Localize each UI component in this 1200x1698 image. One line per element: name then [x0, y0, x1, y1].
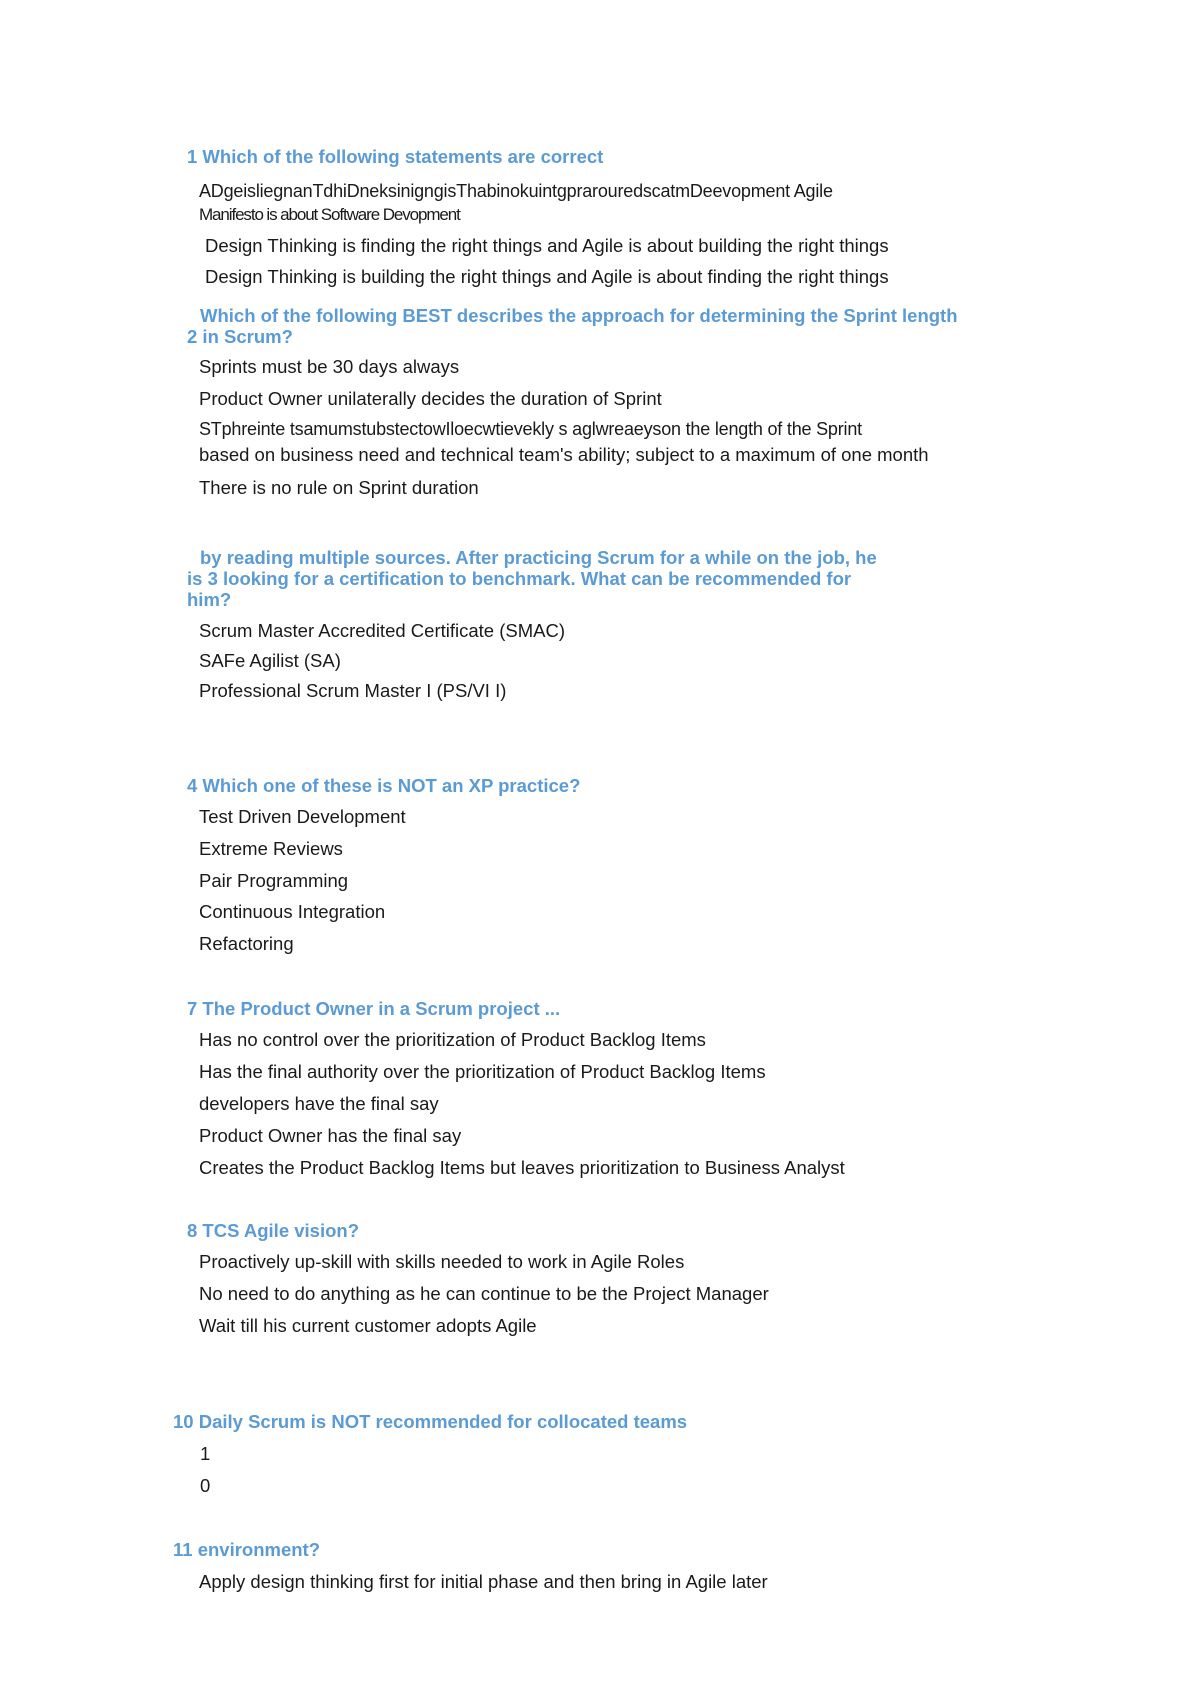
- option-text: Wait till his current customer adopts Agile: [199, 1315, 537, 1336]
- option-text: Manifesto is about Software Devopment: [199, 205, 460, 224]
- question-title: by reading multiple sources. After practicing Scrum for a while on the job, he: [200, 547, 877, 568]
- question-title: Which of the following BEST describes the approach for determining the Sprint length: [200, 305, 958, 326]
- question-title: 11 environment?: [173, 1539, 321, 1560]
- option-text: Scrum Master Accredited Certificate (SMAC): [199, 620, 565, 641]
- option-text: 1: [200, 1443, 211, 1464]
- option-text: ADgeisliegnanTdhiDneksinigngisThabinokuintgprarouredscatmDeevopment Agile: [199, 181, 833, 201]
- option-text: Product Owner has the final say: [199, 1125, 462, 1146]
- option-text: Refactoring: [199, 933, 294, 954]
- option-text: Apply design thinking first for initial phase and then bring in Agile later: [199, 1571, 768, 1592]
- option-text: based on business need and technical team's ability; subject to a maximum of one month: [199, 444, 929, 465]
- question-title: is 3 looking for a certification to benchmark. What can be recommended for: [187, 568, 852, 589]
- option-text: Pair Programming: [199, 870, 349, 891]
- option-text: Design Thinking is building the right things and Agile is about finding the right things: [205, 266, 889, 287]
- question-title: 1 Which of the following statements are correct: [187, 146, 604, 167]
- option-text: Proactively up-skill with skills needed to work in Agile Roles: [199, 1251, 685, 1272]
- question-title: 7 The Product Owner in a Scrum project ...: [187, 998, 561, 1019]
- question-title: 2 in Scrum?: [187, 326, 293, 347]
- option-text: SAFe Agilist (SA): [199, 650, 341, 671]
- option-text: Design Thinking is finding the right things and Agile is about building the right things: [205, 235, 889, 256]
- option-text: Sprints must be 30 days always: [199, 356, 460, 377]
- option-text: Has the final authority over the prioritization of Product Backlog Items: [199, 1061, 766, 1082]
- question-title: him?: [187, 589, 232, 610]
- option-text: Creates the Product Backlog Items but leaves prioritization to Business Analyst: [199, 1157, 845, 1178]
- option-text: developers have the final say: [199, 1093, 439, 1114]
- option-text: 0: [200, 1475, 211, 1496]
- option-text: Has no control over the prioritization of Product Backlog Items: [199, 1029, 706, 1050]
- option-text: Professional Scrum Master I (PS/VI I): [199, 680, 507, 701]
- question-title: 10 Daily Scrum is NOT recommended for collocated teams: [173, 1411, 688, 1432]
- option-text: There is no rule on Sprint duration: [199, 477, 479, 498]
- option-text: Continuous Integration: [199, 901, 386, 922]
- option-text: Extreme Reviews: [199, 838, 343, 859]
- option-text: STphreinte tsamumstubstectowIloecwtievekly s aglwreaeyson the length of the Sprint: [199, 419, 862, 439]
- question-title: 8 TCS Agile vision?: [187, 1220, 360, 1241]
- option-text: Product Owner unilaterally decides the duration of Sprint: [199, 388, 662, 409]
- option-text: Test Driven Development: [199, 806, 406, 827]
- question-title: 4 Which one of these is NOT an XP practice?: [187, 775, 581, 796]
- option-text: No need to do anything as he can continue to be the Project Manager: [199, 1283, 769, 1304]
